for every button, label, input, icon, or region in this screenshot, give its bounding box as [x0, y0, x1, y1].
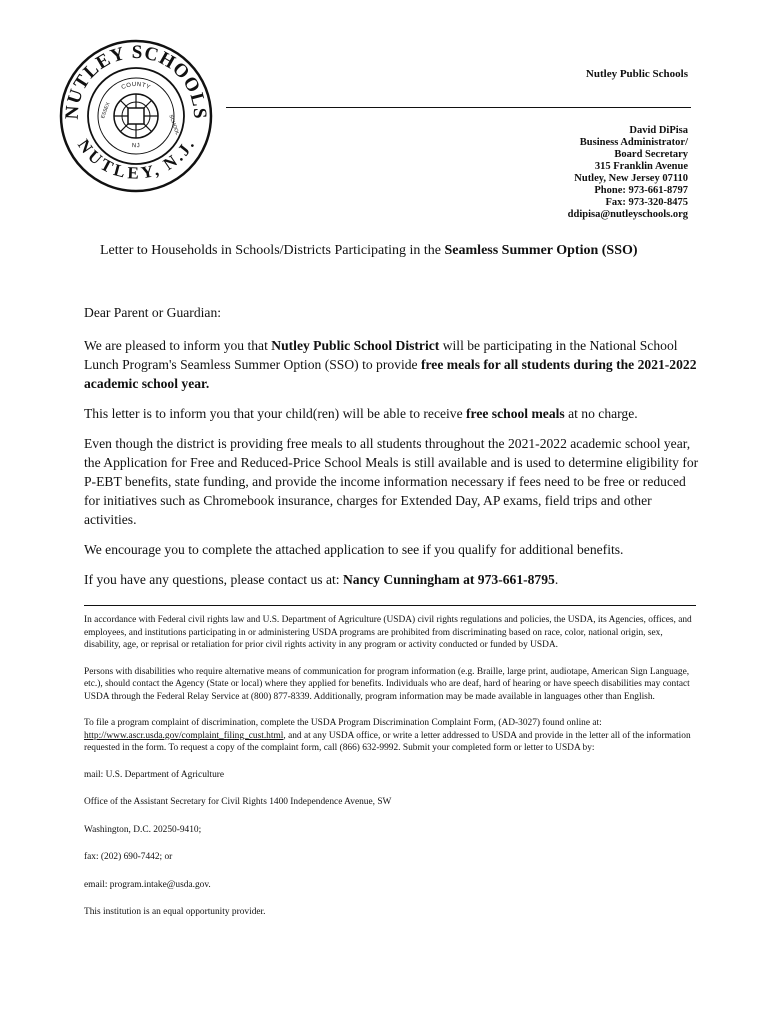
seal-top-text: NUTLEY SCHOOLS — [61, 41, 211, 121]
seal-bottom-text: NUTLEY, N.J. — [73, 135, 199, 183]
complaint-form-link[interactable]: http://www.ascr.usda.gov/complaint_filing_cust.html — [84, 730, 284, 741]
letter-body — [84, 303, 704, 600]
greeting: Dear Parent or Guardian: — [84, 305, 222, 320]
contact-name: David DiPisa — [629, 125, 688, 136]
contact-city: Nutley, New Jersey 07110 — [574, 173, 688, 184]
notice-office: Office of the Assistant Secretary for Civil Rights 1400 Independence Avenue, SW — [84, 797, 392, 807]
free-meals-highlight: free meals for all students during the 2021-2022 academic school year. — [84, 357, 697, 391]
contact-fax: Fax: 973-320-8475 — [605, 197, 688, 208]
paragraph-participation: We are pleased to inform you that Nutley Public School District will be participating in the National School Lunch Program's Seamless Summer Option (SSO) to provide free meals for all students during the 2021-2022 academic school year. — [84, 338, 697, 391]
seal-inner-right-text: SCHOOL — [167, 114, 181, 136]
district-name: Nutley Public Schools — [585, 68, 688, 80]
notice-email[interactable]: email: program.intake@usda.gov. — [84, 879, 211, 890]
paragraph-free-meals: This letter is to inform you that your child(ren) will be able to receive free school meals at no charge. — [84, 406, 638, 421]
contact-title-2: Board Secretary — [614, 149, 688, 160]
notice-fax: fax: (202) 690-7442; or — [84, 852, 173, 862]
svg-text:COUNTY — [121, 82, 152, 91]
school-seal-logo — [58, 38, 214, 194]
district-highlight: Nutley Public School District — [271, 338, 440, 353]
contact-email[interactable]: ddipisa@nutleyschools.org — [567, 209, 688, 220]
letter-title-prefix: Letter to Households in Schools/Districts Participating in the — [100, 243, 445, 258]
header-divider — [226, 107, 691, 108]
contact-title: Business Administrator/ — [579, 137, 688, 148]
paragraph-contact: If you have any questions, please contact us at: Nancy Cunningham at 973-661-8795. — [84, 572, 559, 587]
nondiscrimination-notice — [84, 614, 694, 934]
notice-paragraph-3: To file a program complaint of discrimination, complete the USDA Program Discrimination Complaint Form, (AD-3027) found online at: http://www.ascr.usda.gov/complaint_filing_cust.html, and at any USDA office, or write a letter addressed to USDA and provide in the letter all of the information requested in the form. To request a copy of the complaint form, call (866) 632-9992. Submit your completed form or letter to USDA by: — [84, 718, 691, 753]
contact-person-highlight: Nancy Cunningham at 973-661-8795 — [342, 572, 555, 587]
svg-text:NJ — [132, 143, 141, 149]
notice-equal-opportunity: This institution is an equal opportunity provider. — [84, 907, 266, 917]
contact-block — [568, 125, 688, 221]
letter-title — [100, 243, 638, 259]
seal-inner-bottom-text: NJ — [131, 142, 141, 150]
contact-phone: Phone: 973-661-8797 — [594, 185, 688, 196]
notice-divider — [84, 605, 696, 606]
paragraph-application: Even though the district is providing free meals to all students throughout the 2021-2022 academic school year, the Application for Free and Reduced-Price School Meals is still available and is used to determine eligibility for P-EBT benefits, state funding, and provide the income information necessary if fees need to be free or reduced for initiatives such as Chromebook insurance, charges for Extended Day, AP exams, field trips and other activities. — [84, 436, 699, 527]
paragraph-encourage: We encourage you to complete the attached application to see if you qualify for additional benefits. — [84, 542, 624, 557]
seal-inner-top-text: COUNTY — [120, 81, 152, 92]
notice-mail: mail: U.S. Department of Agriculture — [84, 769, 225, 780]
contact-street: 315 Franklin Avenue — [594, 161, 688, 172]
seal-inner-left-text: ESSEX — [100, 101, 112, 120]
letter-title-program: Seamless Summer Option (SSO) — [444, 243, 638, 258]
notice-paragraph-2: Persons with disabilities who require alternative means of communication for program information (e.g. Braille, large print, audiotape, American Sign Language, etc.), should contact the Agency (State or local) where they applied for benefits. Individuals who are deaf, hard of hearing or have speech disabilities may contact USDA through the Federal Relay Service at (800) 877-8339. Additionally, program information may be made available in languages other than English. — [84, 666, 690, 702]
notice-city: Washington, D.C. 20250-9410; — [84, 824, 202, 835]
notice-paragraph-1: In accordance with Federal civil rights law and U.S. Department of Agriculture (USDA) civil rights regulations and policies, the USDA, its Agencies, offices, and employees, and institutions participating in or administering USDA programs are prohibited from discriminating based on race, color, national origin, sex, disability, age, or reprisal or retaliation for prior civil rights activity in any program or activity conducted or funded by USDA. — [84, 615, 692, 650]
